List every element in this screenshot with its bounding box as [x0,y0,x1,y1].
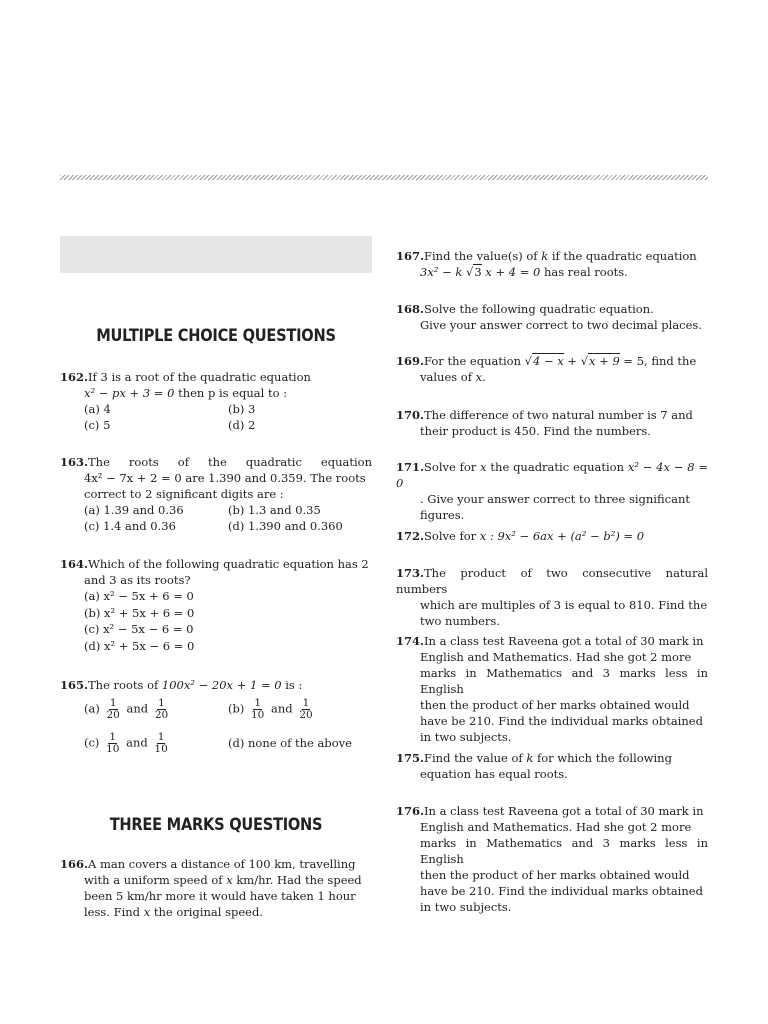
option-b [228,698,316,721]
question-stem [396,248,708,264]
question-text: the original speed. [153,905,263,919]
operator: + [567,354,578,368]
question-continuation: equation has equal roots. [420,767,568,781]
question-text: The roots of [88,678,159,692]
and-word: and [126,701,149,715]
denominator: 20 [106,708,120,721]
question-168 [396,301,708,333]
question-number: 169. [396,354,425,368]
question-continuation: then the product of her marks obtained would [420,698,690,712]
denominator: 10 [154,742,168,755]
question-text: then p is equal to : [178,386,288,400]
question-text: The roots of the quadratic equation [88,455,372,469]
question-continuation [396,369,708,385]
option-c: (c) 5 [84,418,111,432]
variable: x. [475,370,486,384]
option-b: (b) 3 [228,402,256,416]
question-number: 173. [396,566,425,580]
radicand: x + 9 [589,354,620,368]
question-continuation: correct to 2 significant digits are : [84,487,284,501]
question-text: The difference of two natural number is 7 and [424,408,693,422]
and-word: and [126,735,148,749]
question-stem [396,803,708,819]
options [60,588,372,654]
question-text: km/hr. Had the speed [236,873,362,887]
variable: x [480,460,487,474]
option-b: (b) 1.3 and 0.35 [228,503,321,517]
question-162 [60,369,372,433]
question-176 [396,803,708,915]
question-continuation: figures. [420,508,465,522]
variable: x [226,873,233,887]
option-d: (d) x² + 5x − 6 = 0 [84,638,195,653]
question-continuation: . Give your answer correct to three significant [420,492,690,506]
question-167 [396,248,708,280]
denominator: 20 [154,708,169,721]
question-continuation: marks in Mathematics and 3 marks less in English [420,666,708,696]
question-text: Which of the following quadratic equation has 2 [88,557,369,571]
question-text: For the equation [424,354,521,368]
question-text: Solve for [424,460,477,474]
question-text: with a uniform speed of [84,873,223,887]
question-173 [396,565,708,629]
question-stem [396,407,708,423]
numerator: 1 [109,730,117,743]
option-c: (c) x² − 5x − 6 = 0 [84,622,194,636]
equation: 100x² − 20x + 1 = 0 [161,678,282,692]
option-a: (a) 1.39 and 0.36 [84,503,184,517]
question-continuation [60,904,372,920]
question-stem [396,459,708,491]
option-label: (c) [84,735,100,749]
question-text: The product of two consecutive natural numbers [396,566,708,596]
fraction [250,698,265,721]
question-stem [60,677,372,693]
question-number: 175. [396,751,425,765]
question-stem [396,301,708,317]
denominator: 10 [106,742,120,755]
question-text: In a class test Raveena got a total of 30 mark in [424,804,704,818]
numerator: 1 [157,730,165,743]
question-169 [396,353,708,385]
question-number: 162. [60,370,89,384]
option-d: (d) none of the above [228,736,352,750]
question-text: values of [420,370,472,384]
option-a [84,698,228,721]
question-continuation [60,872,372,888]
variable: x [143,905,151,919]
question-number: 174. [396,634,425,648]
question-stem [396,528,708,544]
options [60,502,372,534]
question-number: 176. [396,804,425,818]
fraction [106,698,121,721]
question-number: 168. [396,302,425,316]
question-continuation: which are multiples of 3 is equal to 810. Find the [420,598,708,612]
question-continuation [60,385,372,401]
question-number: 166. [60,857,89,871]
question-text: , find the [644,354,697,368]
variable: k [541,249,549,263]
options [60,693,372,759]
denominator: 20 [299,708,313,721]
radicand: 4 − x [532,354,564,368]
option-b: (b) x² + 5x + 6 = 0 [84,605,195,620]
question-continuation: marks in Mathematics and 3 marks less in English [420,836,708,866]
question-163 [60,454,372,534]
question-text: has real roots. [543,265,628,279]
option-c: (c) 1.4 and 0.36 [84,519,176,533]
question-number: 165. [60,678,89,692]
question-continuation: then the product of her marks obtained would [420,868,690,882]
question-text: Find the value of [424,751,523,765]
question-continuation: Give your answer correct to two decimal places. [420,318,702,332]
question-170 [396,407,708,439]
variable: k [526,751,534,765]
question-continuation: have be 210. Find the individual marks obtained [420,884,703,898]
equation: x² − 4x − 8 = 0 [396,460,708,490]
question-stem [60,856,372,872]
variable: x [479,529,487,543]
question-text: is : [285,678,303,692]
numerator: 1 [254,696,262,709]
equation: x + 4 = 0 [485,265,541,279]
question-175 [396,750,708,782]
question-text: A man covers a distance of 100 km, travelling [88,857,356,871]
equation: = 5 [623,354,645,368]
option-a: (a) 4 [84,402,111,416]
question-171 [396,459,708,523]
question-text: Solve for [424,529,477,543]
question-number: 170. [396,408,425,422]
question-continuation: English and Mathematics. Had she got 2 more [420,820,692,834]
question-number: 164. [60,557,89,571]
option-a: (a) x² − 5x + 6 = 0 [84,589,194,603]
question-stem: 169.For the equation √4 − x + √x + 9 = 5, find the [396,354,697,368]
denominator: 10 [251,708,265,721]
option-label: (a) [84,701,100,715]
question-text: Solve the following quadratic equation. [424,302,654,316]
question-text: the quadratic equation [490,460,625,474]
radicand: 3 [474,265,482,279]
options [60,401,372,433]
question-174 [396,633,708,745]
question-continuation: their product is 450. Find the numbers. [420,424,651,438]
option-label: (b) [228,701,245,715]
question-number: 163. [60,455,89,469]
question-stem [396,750,708,766]
question-stem [396,633,708,649]
question-continuation: in two subjects. [420,900,512,914]
question-164 [60,556,372,654]
section-title-three-marks: THREE MARKS QUESTIONS [109,815,323,835]
question-text: Find the value(s) of [424,249,538,263]
question-continuation: have be 210. Find the individual marks obtained [420,714,703,728]
option-d: (d) 2 [228,418,256,432]
question-continuation: in two subjects. [420,730,512,744]
numerator: 1 [302,696,310,709]
numerator: 1 [158,696,165,709]
question-text: if the quadratic equation [551,249,697,263]
numerator: 1 [109,696,117,709]
question-stem [60,556,372,572]
question-text: In a class test Raveena got a total of 30 mark in [424,634,704,648]
question-continuation: and 3 as its roots? [84,573,191,587]
question-text: less. Find [84,905,141,919]
question-166 [60,856,372,920]
equation: 3x² − k [420,265,463,279]
equation: : 9x² − 6ax + (a² − b²) = 0 [489,529,645,543]
question-number: 171. [396,460,425,474]
equation: x² − px + 3 = 0 [84,386,175,400]
question-number: 167. [396,249,425,263]
and-word: and [271,701,293,715]
question-continuation: 3x² − k √3 x + 4 = 0 has real roots. [420,265,628,279]
option-c [84,732,228,755]
question-165 [60,677,372,759]
question-stem [60,369,372,385]
question-continuation: 4x² − 7x + 2 = 0 are 1.390 and 0.359. The roots [84,471,366,485]
question-continuation: English and Mathematics. Had she got 2 more [420,650,692,664]
question-continuation: been 5 km/hr more it would have taken 1 hour [84,889,356,903]
decorative-divider [60,175,708,180]
section-title-mcq: MULTIPLE CHOICE QUESTIONS [96,326,336,346]
option-d: (d) 1.390 and 0.360 [228,519,343,533]
header-block [60,236,372,273]
fraction [154,698,169,721]
question-stem [60,454,372,470]
fraction [153,732,168,755]
fraction [105,732,120,755]
question-number: 172. [396,529,425,543]
question-172 [396,528,708,544]
question-text: for which the following [536,751,672,765]
question-continuation: two numbers. [420,614,500,628]
question-stem [396,565,708,597]
question-text: If 3 is a root of the quadratic equation [88,370,311,384]
fraction [298,698,313,721]
